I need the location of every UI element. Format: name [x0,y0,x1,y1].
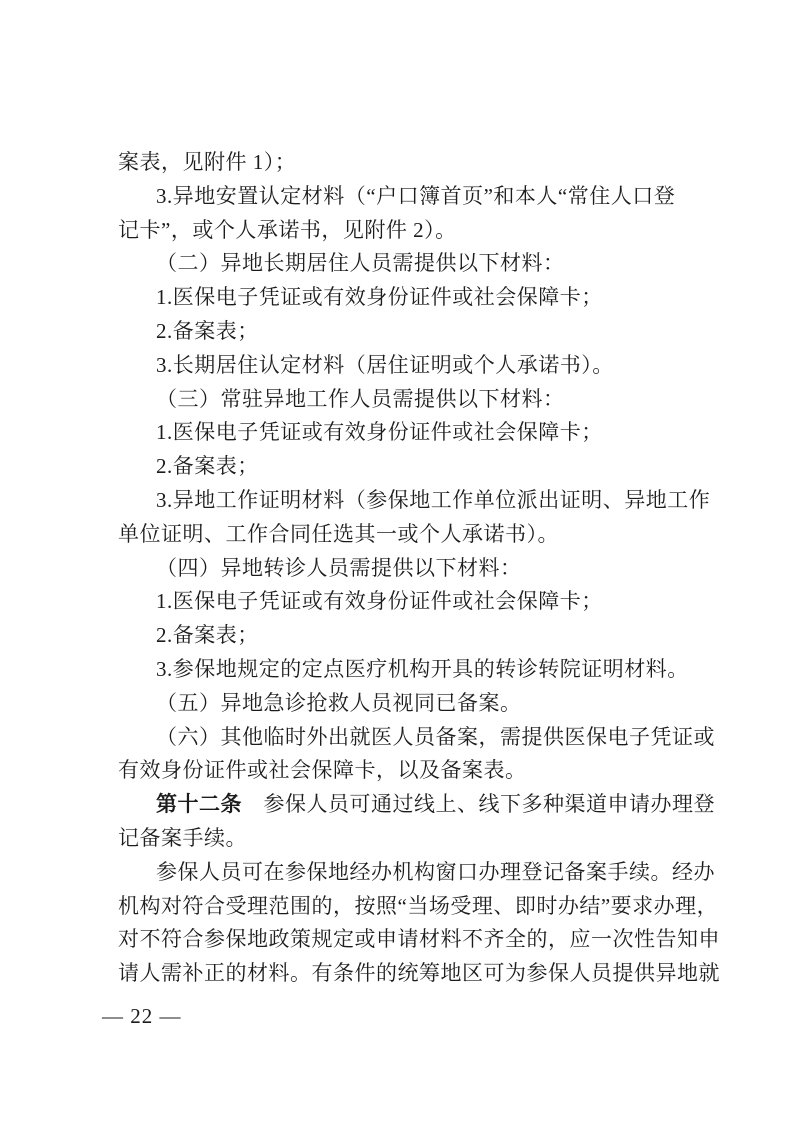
text-line [118,383,690,417]
text-line [118,822,690,856]
text-run: （三）常驻异地工作人员需提供以下材料： [156,386,565,411]
text-line [118,214,690,248]
text-run: 参保人员可在参保地经办机构窗口办理登记备案手续。经办 [156,859,715,884]
text-line [118,416,690,450]
text-line [118,518,690,552]
text-line [118,146,690,180]
text-line [118,923,720,957]
text-run: 3.异地工作证明材料（参保地工作单位派出证明、异地工作 [156,487,711,512]
text-line [118,349,690,383]
text-run: 1.医保电子凭证或有效身份证件或社会保障卡； [156,285,603,310]
text-run: 2.备案表； [156,318,259,343]
text-run: 案表，见附件 1）； [118,150,297,174]
text-run: 单位证明、工作合同任选其一或个人承诺书）。 [118,521,559,546]
text-run: 记卡”，或个人承诺书，见附件 2）。 [118,217,457,242]
document-body [118,146,720,991]
bold-text-run: 第十二条 [156,792,242,817]
text-run: （二）异地长期居住人员需提供以下材料： [156,251,565,276]
text-run: 3.长期居住认定材料（居住证明或个人承诺书）。 [156,352,614,377]
text-line [118,788,715,822]
text-run: 2.备案表； [156,623,259,648]
text-line [118,721,715,755]
text-run: 1.医保电子凭证或有效身份证件或社会保障卡； [156,589,603,614]
text-line [118,450,690,484]
text-line [118,856,715,890]
text-run: （六）其他临时外出就医人员备案，需提供医保电子凭证或 [156,724,715,749]
text-line [118,687,690,721]
text-line [118,315,690,349]
page-number: — 22 — [102,1004,182,1028]
text-line [118,957,720,991]
text-line [118,552,690,586]
text-line [118,653,690,687]
text-run: 3.参保地规定的定点医疗机构开具的转诊转院证明材料。 [156,656,689,681]
text-line [118,484,711,518]
text-line [118,247,690,281]
text-line [118,890,719,924]
text-run: 1.医保电子凭证或有效身份证件或社会保障卡； [156,420,603,445]
text-line [118,754,690,788]
text-run: （四）异地转诊人员需提供以下材料： [156,555,522,580]
text-run: 3.异地安置认定材料（“户口簿首页”和本人“常住人口登 [156,183,676,208]
text-run: （五）异地急诊抢救人员视同已备案。 [156,690,522,715]
text-run: 2.备案表； [156,454,259,479]
text-run: 参保人员可通过线上、线下多种渠道申请办理登 [242,792,715,817]
text-line [118,281,690,315]
text-run: 请人需补正的材料。有条件的统筹地区可为参保人员提供异地就 [118,961,720,986]
text-line [118,585,690,619]
text-run: 记备案手续。 [118,825,247,850]
text-run: 有效身份证件或社会保障卡，以及备案表。 [118,758,527,783]
text-run: 机构对符合受理范围的，按照“当场受理、即时办结”要求办理， [118,893,719,918]
text-line [118,180,690,214]
text-run: 对不符合参保地政策规定或申请材料不齐全的，应一次性告知申 [118,927,720,952]
text-line [118,619,690,653]
